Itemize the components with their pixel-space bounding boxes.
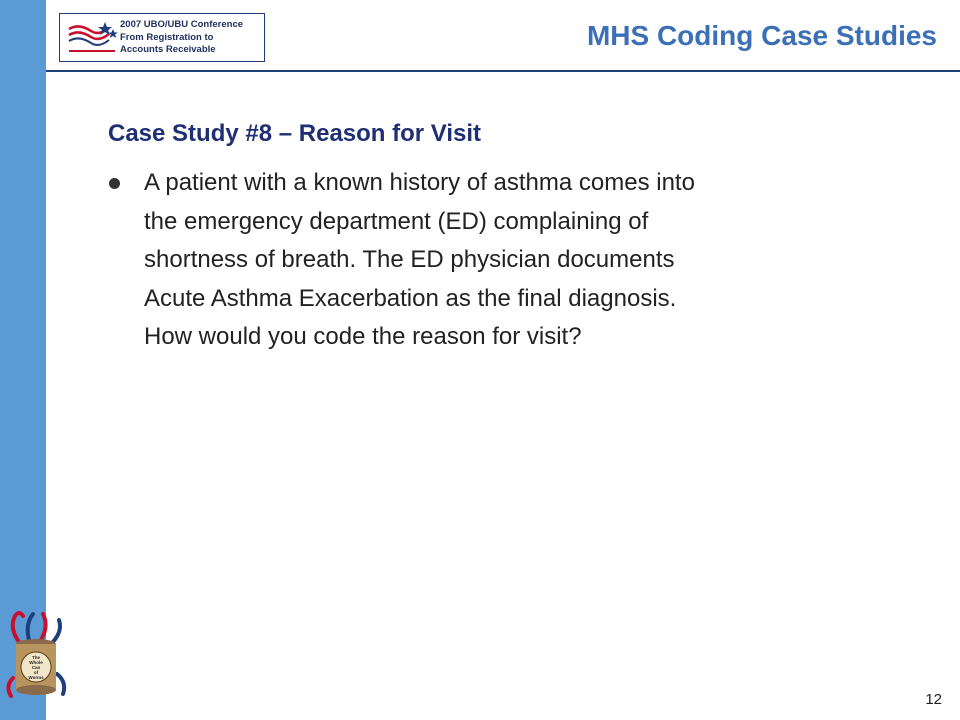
svg-text:The: The [31,655,41,660]
bullet-line-5: How would you code the reason for visit? [144,323,582,350]
svg-text:Can: Can [31,665,41,670]
slide-title: MHS Coding Case Studies [586,20,937,51]
conference-line-1: 2007 UBO/UBU Conference [120,19,244,30]
case-study-heading: Case Study #8 – Reason for Visit [108,120,482,147]
page-number: 12 [925,691,942,708]
can-of-worms-logo-icon [5,608,71,700]
title-divider [46,70,960,72]
bullet-line-3: shortness of breath. The ED physician documents [144,246,675,273]
conference-text [120,19,265,57]
bullet-line-4: Acute Asthma Exacerbation as the final diagnosis. [144,284,677,312]
conference-line-3: Accounts Receivable [120,44,216,55]
bullet-line-1: A patient with a known history of asthma comes into [144,169,695,196]
case-study-bullet-text [144,164,884,357]
tricare-logo-icon [65,19,121,57]
conference-logo-box [59,13,265,62]
conference-line-2: From Registration to [120,31,214,43]
bullet-dot-icon [109,178,120,189]
svg-text:of: of [33,670,39,675]
bullet-line-2: the emergency department (ED) complaining of [144,207,649,235]
svg-text:Worms: Worms [28,675,44,680]
svg-text:Whole: Whole [29,660,43,665]
